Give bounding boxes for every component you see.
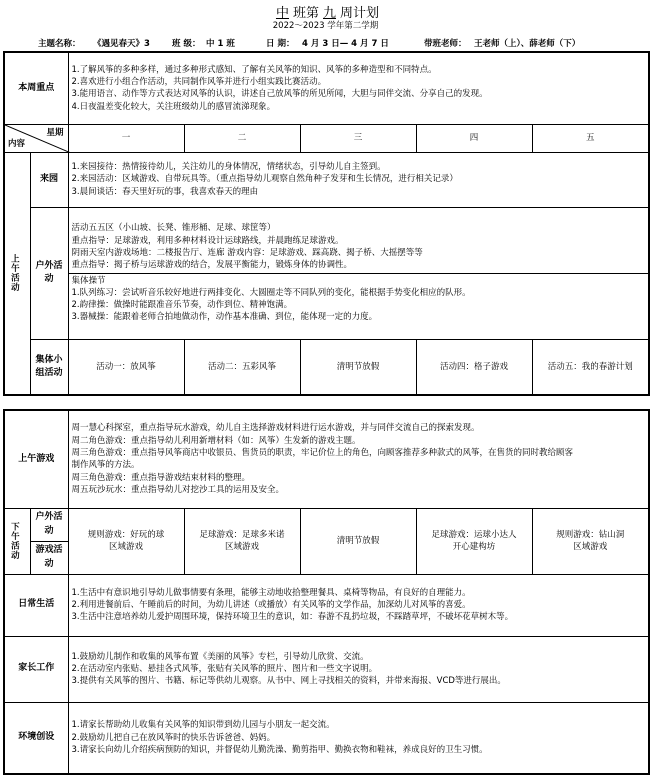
day-tuesday: 二 (184, 124, 300, 152)
focus-line: 1.了解风筝的多种多样，通过多种形式感知、了解有关风筝的知识、风筝的多种造型和不同特点。 (71, 64, 437, 75)
group-label: 集体小组活动 (30, 339, 68, 395)
group-activity-wed: 清明节放假 (300, 339, 416, 395)
environment-line: 2.鼓励幼儿把自己在放风筝时的快乐告诉爸爸、妈妈。 (71, 732, 276, 743)
am-game-content (68, 410, 649, 508)
outdoor-line: 重点指导：足球游戏，利用多种材料设计运球路线，并晨跑练足球游戏。 (71, 235, 344, 246)
daily-label: 日常生活 (4, 574, 68, 636)
pm-activity-line: 区域游戏 (573, 542, 608, 552)
pm-activity-line: 开心建构坊 (452, 542, 496, 552)
exercise-line: 3.器械操：能跟着老师合拍地做动作，动作基本准确、到位，能体现一定的力度。 (71, 312, 378, 323)
pm-activity-mon (68, 508, 184, 574)
title-end: 周计划 (340, 6, 380, 21)
arrival-label: 来园 (30, 152, 68, 207)
pm-game-label: 游戏活动 (30, 541, 68, 574)
pm-activity-fri (532, 508, 649, 574)
daily-content (68, 574, 649, 636)
outdoor-line: 活动五五区（小山坡、长凳、锥形桶、足球、球筐等） (71, 223, 276, 234)
outdoor-row (4, 207, 649, 339)
afternoon-label-cell (4, 508, 30, 574)
focus-line: 4.日夜温差变化较大，关注班级幼儿的感冒流涕现象。 (71, 101, 276, 112)
afternoon-label: 下午活动 (9, 522, 20, 560)
class-value: 中 1 班 (206, 39, 235, 49)
outdoor-games (69, 221, 649, 273)
exercise-line: 2.韵律操：做操时能跟准音乐节奏，动作到位、精神饱满。 (71, 300, 293, 311)
afternoon-table (3, 409, 650, 775)
pm-activity-line: 区域游戏 (225, 542, 260, 552)
arrival-line: 1.来园接待：热情接待幼儿，关注幼儿的身体情况，情绪状态，引导幼儿自主签到。 (71, 162, 386, 173)
am-game-line: 周三角色游戏：重点指导游戏结束材料的整理。 (71, 472, 251, 483)
pm-activity-tue (184, 508, 300, 574)
parents-line: 1.鼓励幼儿制作和收集的风筝布置《美丽的风筝》专栏，引导幼儿欣赏、交流。 (71, 651, 369, 662)
outdoor-label: 户外活动 (30, 207, 68, 339)
pm-activity-line: 清明节放假 (336, 535, 380, 546)
daily-line: 3.生活中注意培养幼儿爱护周围环境，保持环境卫生的意识，如：春游不乱扔垃圾，不踩踏草坪，不破坏花草树木等。 (71, 612, 514, 623)
am-game-label: 上午游戏 (4, 410, 68, 508)
environment-line: 1.请家长帮助幼儿收集有关风筝的知识带到幼儿园与小朋友一起交流。 (71, 720, 335, 731)
exercise-section (69, 274, 649, 325)
environment-line: 3.请家长向幼儿介绍疾病预防的知识，并督促幼儿勤洗澡、勤剪指甲、勤换衣物和鞋袜，养成良好的卫生习惯。 (71, 744, 488, 755)
group-activity-thu: 活动四：格子游戏 (416, 339, 532, 395)
focus-label: 本周重点 (4, 52, 68, 124)
outdoor-line: 阴雨天室内游戏场地：二楼报告厅、连廊 游戏内容：足球游戏、踩高跷、揭子桥、大摇摆等等 (71, 247, 423, 258)
theme-label: 主题名称： (38, 39, 81, 49)
parents-line: 2.在活动室内张贴、悬挂各式风筝，张贴有关风筝的照片、图片和一些文字说明。 (71, 663, 378, 674)
meta-row (0, 37, 651, 49)
environment-label: 环境创设 (4, 702, 68, 774)
day-wednesday: 三 (300, 124, 416, 152)
pm-activity-line: 足球游戏：运球小达人 (431, 529, 517, 540)
week-content-corner (4, 124, 68, 152)
exercise-line: 1.队列练习：尝试听音乐较好地进行两排变化、大圆圈走等不同队列的变化，能根据手势变化相应的队形。 (71, 287, 471, 298)
pm-activity-thu (416, 508, 532, 574)
week-label: 星期 (46, 127, 64, 138)
pm-outdoor-row (4, 508, 649, 541)
parents-label: 家长工作 (4, 636, 68, 702)
am-game-line: 周一慧心科探室，重点指导玩水游戏，幼儿自主选择游戏材料进行运水游戏，并与同伴交流自己的探索发现。 (71, 423, 480, 434)
group-row (4, 339, 649, 395)
exercise-title: 集体操节 (71, 275, 106, 286)
day-thursday: 四 (416, 124, 532, 152)
arrival-content (68, 152, 649, 207)
parents-row (4, 636, 649, 702)
daily-line: 2.利用进餐前后、午睡前后的时间，为幼儿讲述（或播放）有关风筝的文学作品，加深幼儿对风筝的喜爱。 (71, 599, 471, 610)
teacher-value: 王老师（上）、薛老师（下） (474, 39, 581, 49)
parents-line: 3.提供有关风筝的图片、书籍、标记等供幼儿观察。从书中、网上寻找相关的资料，并带来海报、VCD等进行展出。 (71, 676, 506, 687)
am-game-line: 周三角色游戏：重点指导风筝商店中收银员、售货员的职责，牢记价位上的角色，向顾客推荐多种款式的风筝，在售货的同时教给顾客 (71, 447, 574, 458)
pm-activity-line: 规则游戏：钻山洞 (556, 529, 625, 540)
pm-outdoor-label: 户外活动 (30, 508, 68, 541)
title-mid: 班第 (292, 6, 319, 21)
week-number: 九 (323, 6, 337, 21)
focus-line: 2.喜欢进行小组合作活动，共同制作风筝并进行小组实践比赛活动。 (71, 76, 327, 87)
arrival-line: 2.来园活动：区域游戏、自带玩具等。（重点指导幼儿观察自然角种子发芽和生长情况，进行相关记录） (71, 174, 458, 185)
morning-label-cell (4, 152, 30, 395)
pm-activity-wed (300, 508, 416, 574)
arrival-row (4, 152, 649, 207)
focus-content (68, 52, 649, 124)
pm-activity-line: 规则游戏：好玩的球 (87, 529, 165, 540)
group-activity-mon: 活动一：放风筝 (68, 339, 184, 395)
morning-table (3, 51, 650, 396)
group-activity-tue: 活动二：五彩风筝 (184, 339, 300, 395)
am-game-row (4, 410, 649, 508)
arrival-line: 3.晨间谈话：春天里好玩的事，我喜欢春天的理由 (71, 186, 259, 197)
environment-row (4, 702, 649, 774)
days-header-row (4, 124, 649, 152)
semester: 2022～2023 学年第二学期 (272, 21, 379, 31)
date-label: 日 期： (266, 39, 295, 49)
environment-content (68, 702, 649, 774)
class-name: 中 (275, 6, 289, 21)
pm-activity-line: 足球游戏：足球多米诺 (199, 529, 285, 540)
day-friday: 五 (532, 124, 649, 152)
daily-row (4, 574, 649, 636)
am-game-line: 周二角色游戏：重点指导幼儿利用新增材料（如：风筝）生发新的游戏主题。 (71, 435, 361, 446)
parents-content (68, 636, 649, 702)
group-activity-fri: 活动五：我的春游计划 (532, 339, 649, 395)
daily-line: 1.生活中有意识地引导幼儿做事情要有条理，能够主动地收拾整理餐具、桌椅等物品，有良好的自理能力。 (71, 587, 471, 598)
class-label: 班 级： (172, 39, 201, 49)
morning-label: 上午活动 (9, 254, 20, 293)
am-game-line: 制作风筝的方法。 (71, 460, 140, 471)
outdoor-line: 重点指导：揭子桥与运球游戏的结合，发展平衡能力，锻炼身体的协调性。 (71, 260, 353, 271)
pm-activity-line: 区域游戏 (109, 542, 144, 552)
focus-line: 3.能用语言、动作等方式表达对风筝的认识，讲述自己放风筝的所见所闻，大胆与同伴交流、分享自己的发现。 (71, 89, 488, 100)
am-game-line: 周五玩沙玩水：重点指导幼儿对挖沙工具的运用及安全。 (71, 484, 285, 495)
outdoor-content (68, 207, 649, 339)
content-label: 内容 (8, 139, 26, 150)
day-monday: 一 (68, 124, 184, 152)
focus-row (4, 52, 649, 124)
theme-value: 《遇见春天》3 (93, 39, 150, 49)
teacher-label: 带班老师： (424, 39, 467, 49)
date-value: 4 月 3 日— 4 月 7 日 (302, 39, 389, 49)
